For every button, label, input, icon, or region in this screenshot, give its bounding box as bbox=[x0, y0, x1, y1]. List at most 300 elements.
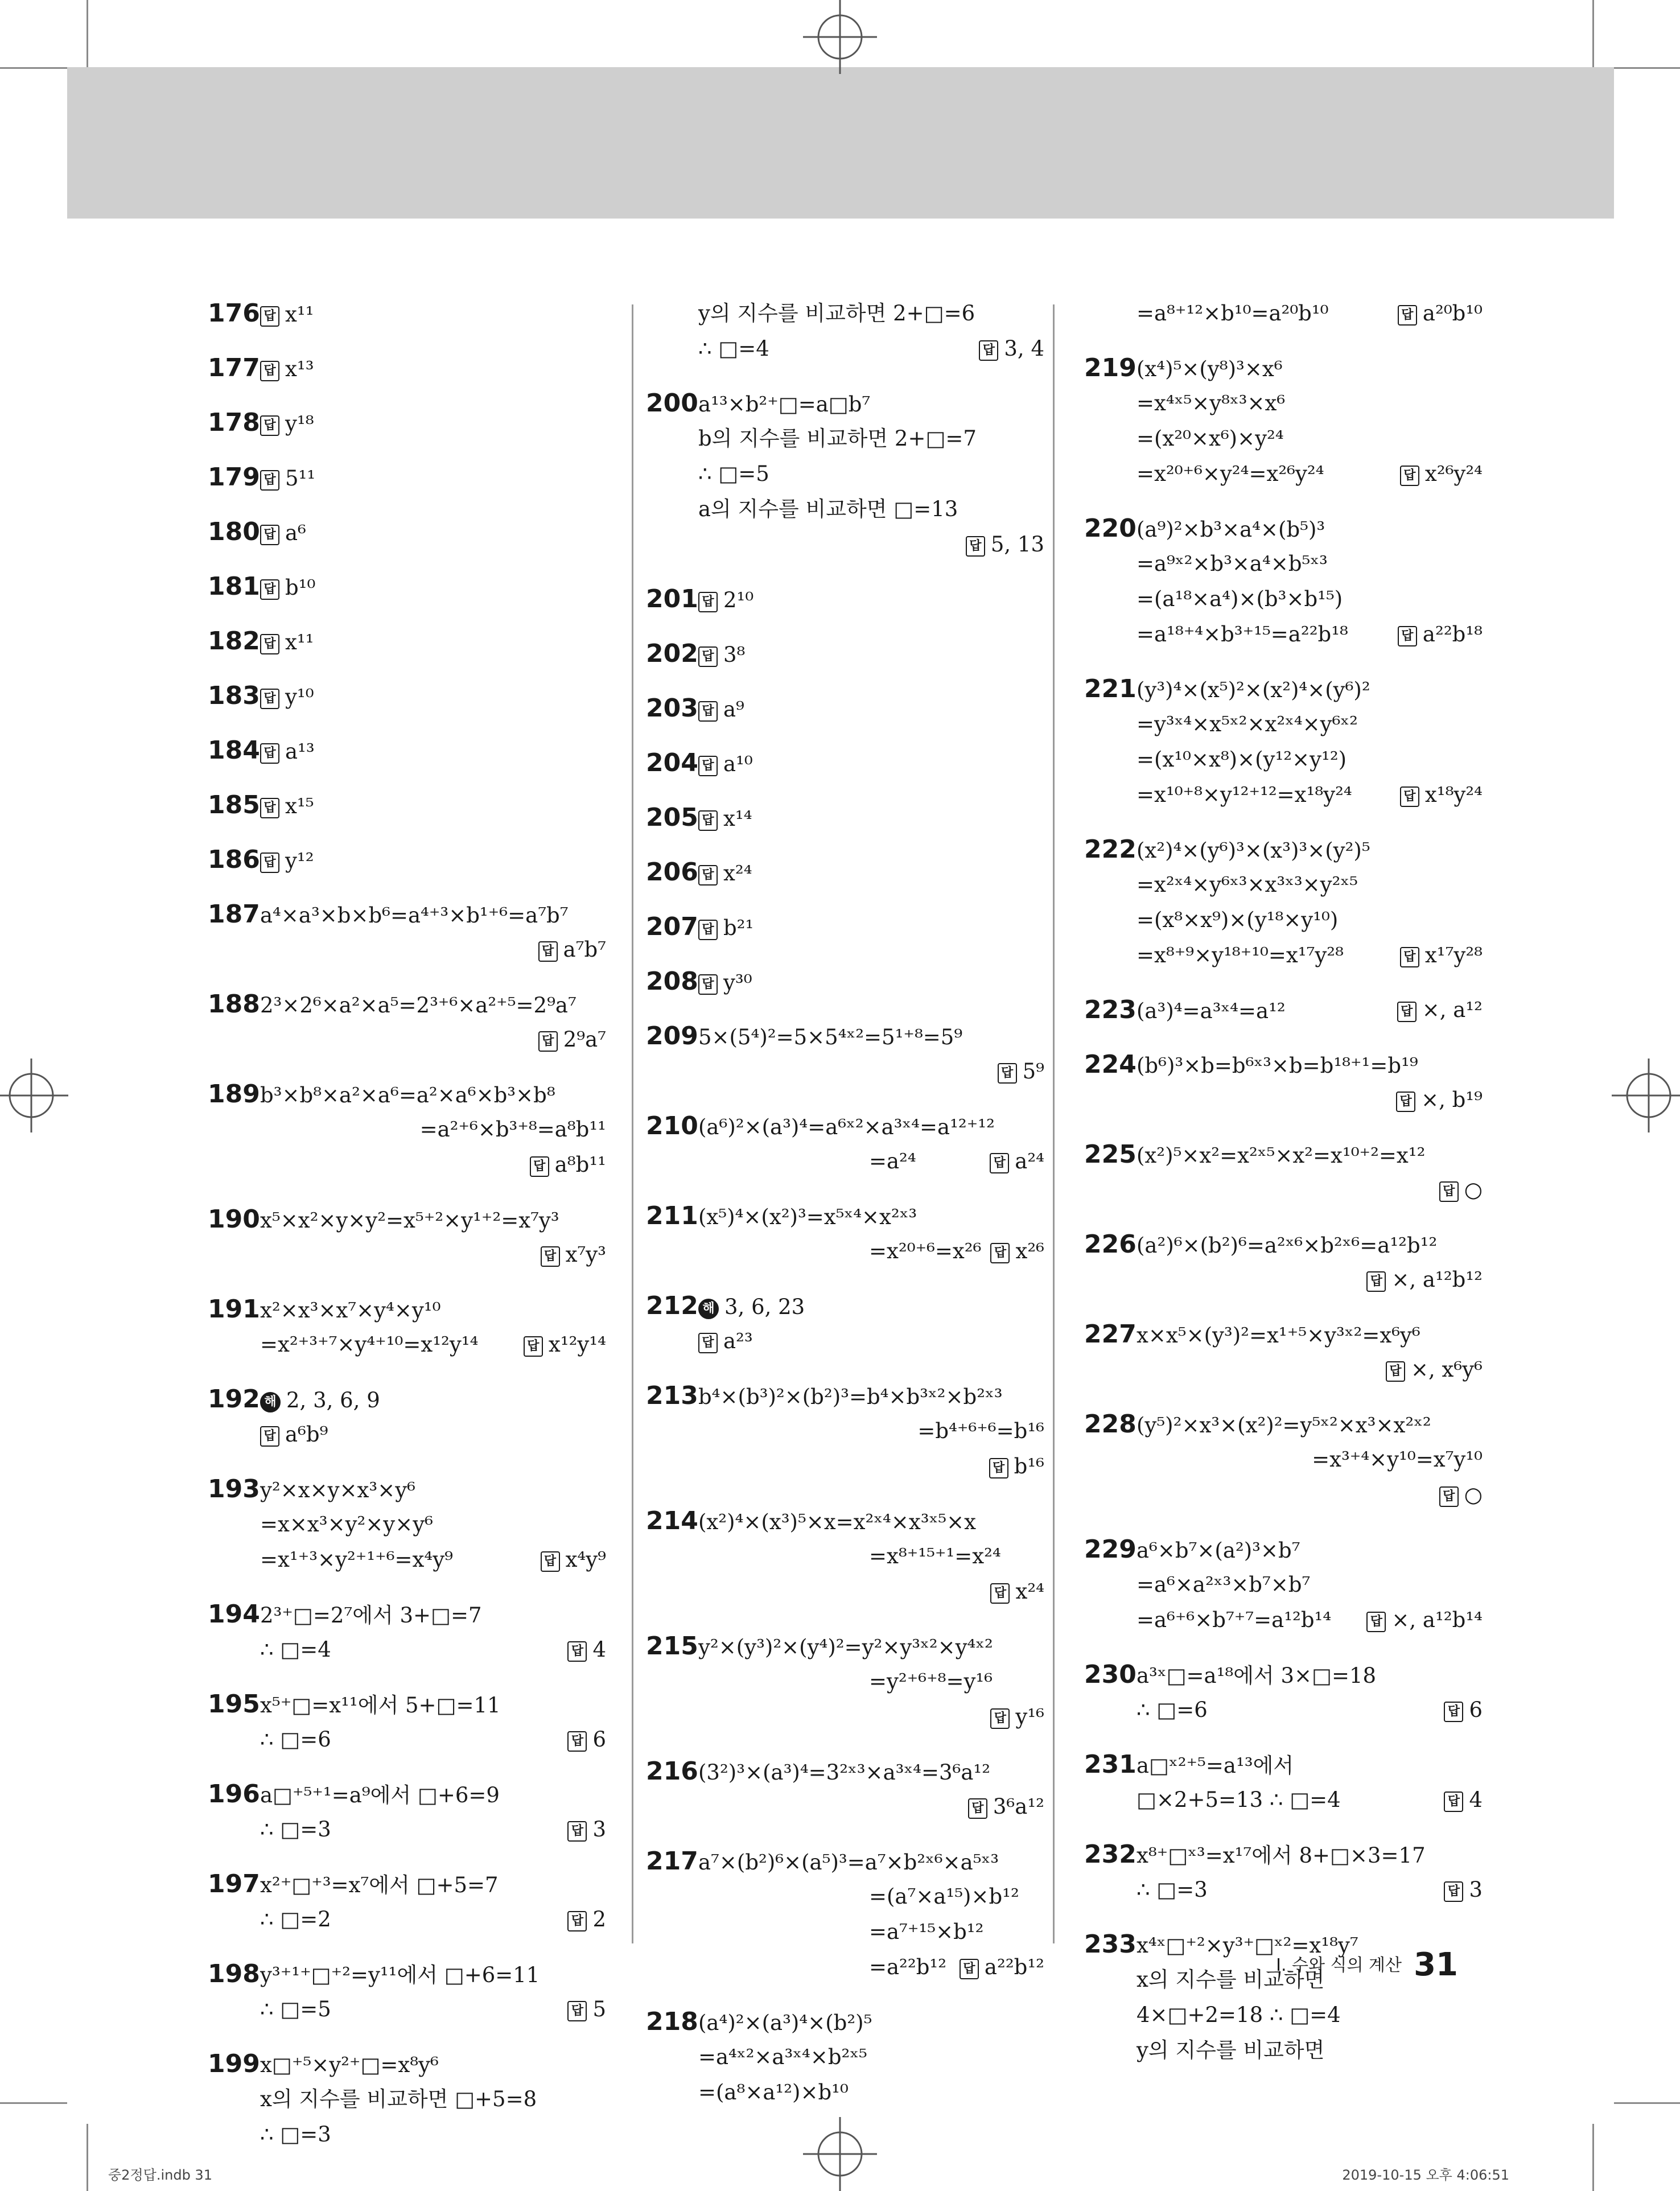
problem-number: 221 bbox=[1084, 674, 1137, 703]
problem-number: 196 bbox=[208, 1780, 260, 1809]
answer-mark-icon: 답 bbox=[538, 1031, 558, 1052]
solution-line bbox=[646, 527, 1044, 562]
answer-value: ×, a¹²b¹⁴ bbox=[1391, 1608, 1483, 1632]
answer bbox=[698, 1329, 753, 1353]
answer-mark-icon: 답 bbox=[1400, 786, 1419, 807]
answer-mark-icon: 답 bbox=[567, 1821, 587, 1842]
math-expression: =(a¹⁸×a⁴)×(b³×b¹⁵) bbox=[1137, 587, 1343, 611]
math-expression: 2³⁺□=2⁷에서 3+□=7 bbox=[260, 1603, 482, 1628]
solution-line bbox=[646, 1144, 1044, 1179]
answer-value: x²⁴ bbox=[1015, 1579, 1044, 1604]
problem-number: 188 bbox=[208, 990, 260, 1019]
math-expression: ∴ □=3 bbox=[1137, 1877, 1208, 1902]
math-expression: y의 지수를 비교하면 2+□=6 bbox=[698, 301, 975, 326]
problem-number: 233 bbox=[1084, 1930, 1137, 1959]
answer-value: a²³ bbox=[723, 1329, 753, 1353]
problem-number: 209 bbox=[646, 1022, 698, 1051]
problem-block bbox=[1084, 1747, 1483, 1818]
answer-mark-icon: 답 bbox=[1366, 1612, 1386, 1632]
solution-mark-icon: 해 bbox=[260, 1392, 281, 1412]
solution-line bbox=[208, 460, 606, 495]
answer bbox=[260, 849, 314, 873]
solution-line bbox=[646, 296, 1044, 331]
math-expression: =x¹⁰⁺⁸×y¹²⁺¹²=x¹⁸y²⁴ bbox=[1137, 782, 1352, 807]
answer bbox=[979, 331, 1044, 366]
solution-line bbox=[208, 1077, 606, 1112]
answer-mark-icon: 답 bbox=[698, 810, 718, 831]
answer-value: ○ bbox=[1464, 1177, 1483, 1202]
problem-number: 197 bbox=[208, 1869, 260, 1898]
answer-value: a²²b¹² bbox=[984, 1955, 1044, 1979]
answer bbox=[698, 752, 753, 776]
answer-value: ×, x⁶y⁶ bbox=[1411, 1357, 1483, 1382]
answer-mark-icon: 답 bbox=[1439, 1181, 1459, 1202]
answer-mark-icon: 답 bbox=[1397, 1002, 1417, 1022]
solution-line bbox=[1084, 938, 1483, 973]
math-expression: x⁸⁺□ˣ³=x¹⁷에서 8+□×3=17 bbox=[1137, 1843, 1426, 1868]
solution-line bbox=[208, 1292, 606, 1327]
answer bbox=[1398, 617, 1483, 652]
problem-block bbox=[208, 1202, 606, 1272]
answer-value: a²²b¹⁸ bbox=[1422, 622, 1483, 646]
solution-line bbox=[1084, 1172, 1483, 1208]
solution-line bbox=[1084, 832, 1483, 867]
problem-number: 225 bbox=[1084, 1140, 1137, 1169]
answer-mark-icon: 답 bbox=[260, 361, 279, 381]
math-expression: (a⁹)²×b³×a⁴×(b⁵)³ bbox=[1137, 517, 1325, 542]
answer-mark-icon: 답 bbox=[260, 743, 279, 764]
math-expression: (a⁶)²×(a³)⁴=a⁶ˣ²×a³ˣ⁴=a¹²⁺¹² bbox=[698, 1115, 995, 1139]
math-expression: (a³)⁴=a³ˣ⁴=a¹² bbox=[1137, 999, 1286, 1023]
problem-block bbox=[646, 296, 1044, 366]
problem-number: 193 bbox=[208, 1475, 260, 1504]
problem-block bbox=[1084, 672, 1483, 813]
answer bbox=[260, 794, 314, 818]
answer bbox=[260, 466, 315, 491]
trim-mark bbox=[1614, 67, 1680, 69]
solution-line bbox=[208, 1327, 606, 1362]
answer-mark-icon: 답 bbox=[567, 2001, 587, 2021]
answer bbox=[1397, 992, 1483, 1028]
solution-line bbox=[1084, 296, 1483, 331]
solution-line bbox=[1084, 1047, 1483, 1082]
problem-block bbox=[646, 1199, 1044, 1269]
solution-line bbox=[1084, 421, 1483, 456]
solution-line bbox=[646, 1199, 1044, 1234]
problem-block bbox=[646, 1754, 1044, 1825]
solution-line bbox=[1084, 2033, 1483, 2068]
registration-mark-icon bbox=[0, 1059, 68, 1132]
math-expression: a□ˣ²⁺⁵=a¹³에서 bbox=[1137, 1753, 1294, 1778]
answer-mark-icon: 답 bbox=[990, 1583, 1010, 1604]
solution-line bbox=[208, 1632, 606, 1667]
solution-line bbox=[208, 1417, 606, 1452]
answer-value: a²⁰b¹⁰ bbox=[1422, 301, 1483, 326]
solution-line bbox=[1084, 1603, 1483, 1638]
solution-line bbox=[1084, 1837, 1483, 1872]
answer-value: y³⁰ bbox=[723, 970, 752, 995]
solution-line bbox=[208, 351, 606, 386]
solution-line bbox=[1084, 1262, 1483, 1298]
solution-line bbox=[646, 1539, 1044, 1574]
answer-mark-icon: 답 bbox=[1386, 1361, 1405, 1382]
solution-line bbox=[208, 733, 606, 768]
answer bbox=[260, 357, 314, 381]
solution-line bbox=[646, 1574, 1044, 1609]
answer-mark-icon: 답 bbox=[698, 865, 718, 886]
problem-number: 211 bbox=[646, 1201, 698, 1230]
answer-mark-icon: 답 bbox=[530, 1156, 549, 1177]
answer bbox=[260, 685, 314, 709]
answer-value: x¹³ bbox=[285, 357, 314, 381]
problem-block bbox=[208, 1867, 606, 1937]
solution-line bbox=[208, 1957, 606, 1992]
solution-line bbox=[646, 2004, 1044, 2040]
answer-mark-icon: 답 bbox=[1444, 1791, 1463, 1812]
answer-value: x¹⁴ bbox=[723, 806, 752, 831]
math-expression: =a⁶×a²ˣ³×b⁷×b⁷ bbox=[1137, 1572, 1311, 1597]
math-expression: a⁶×b⁷×(a²)³×b⁷ bbox=[1137, 1538, 1300, 1563]
answer bbox=[966, 532, 1044, 557]
answer-value: b¹⁰ bbox=[285, 575, 316, 600]
answer bbox=[524, 1327, 606, 1362]
trim-mark bbox=[0, 67, 67, 69]
problem-number: 227 bbox=[1084, 1320, 1137, 1349]
math-expression: (x²)⁴×(x³)⁵×x=x²ˣ⁴×x³ˣ⁵×x bbox=[698, 1510, 976, 1534]
solution-line bbox=[1084, 1692, 1483, 1728]
solution-line bbox=[646, 1234, 1044, 1269]
math-expression: =(x⁸×x⁹)×(y¹⁸×y¹⁰) bbox=[1137, 908, 1339, 932]
problem-block bbox=[646, 2004, 1044, 2110]
solution-line bbox=[1084, 456, 1483, 492]
problem-block bbox=[1084, 1137, 1483, 1208]
answer-mark-icon: 답 bbox=[1444, 1881, 1463, 1902]
answer bbox=[1444, 1692, 1483, 1728]
answer bbox=[541, 1242, 606, 1267]
math-expression: (x²)⁴×(y⁶)³×(x³)³×(y²)⁵ bbox=[1137, 838, 1370, 863]
solution-line bbox=[1084, 1407, 1483, 1442]
answer-mark-icon: 답 bbox=[698, 592, 718, 612]
solution-line bbox=[208, 2117, 606, 2152]
answer bbox=[989, 1454, 1044, 1478]
solution-line bbox=[646, 964, 1044, 999]
trim-mark bbox=[1592, 2124, 1594, 2191]
answer bbox=[538, 1027, 606, 1052]
answer bbox=[698, 970, 752, 995]
solution-line bbox=[1084, 386, 1483, 421]
answer-mark-icon: 답 bbox=[260, 579, 279, 600]
problem-block bbox=[208, 514, 606, 550]
math-expression: 3, 6, 23 bbox=[724, 1295, 805, 1319]
problem-number: 231 bbox=[1084, 1750, 1137, 1779]
answer bbox=[1439, 1482, 1483, 1507]
answer-value: ○ bbox=[1464, 1482, 1483, 1507]
solution-line bbox=[1084, 1352, 1483, 1387]
answer bbox=[990, 1579, 1044, 1604]
solution-line bbox=[208, 2046, 606, 2082]
problem-number: 208 bbox=[646, 967, 698, 996]
math-expression: x⁵×x²×y×y²=x⁵⁺²×y¹⁺²=x⁷y³ bbox=[260, 1208, 559, 1233]
answer-value: a⁶ bbox=[285, 521, 306, 545]
answer bbox=[698, 588, 753, 612]
answer bbox=[1400, 777, 1483, 813]
problem-block bbox=[208, 897, 606, 967]
problem-number: 177 bbox=[208, 353, 260, 382]
solution-line bbox=[208, 1722, 606, 1757]
answer-mark-icon: 답 bbox=[260, 1426, 279, 1447]
math-expression: =a⁷⁺¹⁵×b¹² bbox=[869, 1920, 984, 1944]
problem-block bbox=[646, 636, 1044, 672]
math-expression: ∴ □=4 bbox=[698, 336, 769, 361]
trim-mark bbox=[1614, 2102, 1680, 2104]
solution-line bbox=[646, 1378, 1044, 1414]
answer bbox=[260, 302, 314, 327]
problem-block bbox=[1084, 1227, 1483, 1298]
problem-number: 210 bbox=[646, 1111, 698, 1140]
answer-value: y¹⁶ bbox=[1015, 1704, 1044, 1729]
math-expression: b의 지수를 비교하면 2+□=7 bbox=[698, 426, 977, 451]
answer bbox=[968, 1794, 1044, 1819]
solution-line bbox=[1084, 617, 1483, 652]
math-expression: y의 지수를 비교하면 bbox=[1137, 2038, 1325, 2062]
answer-value: y¹² bbox=[285, 849, 314, 873]
problem-block bbox=[208, 842, 606, 878]
solution-line bbox=[646, 1109, 1044, 1144]
math-expression: =a¹⁸⁺⁴×b³⁺¹⁵=a²²b¹⁸ bbox=[1137, 622, 1348, 646]
solution-line bbox=[1084, 1998, 1483, 2033]
problem-number: 182 bbox=[208, 627, 260, 656]
answer bbox=[1366, 1603, 1483, 1638]
answer-mark-icon: 답 bbox=[1400, 466, 1419, 486]
problem-block bbox=[208, 1382, 606, 1452]
solution-line bbox=[646, 909, 1044, 945]
problem-block bbox=[1084, 1047, 1483, 1118]
solution-line bbox=[208, 2082, 606, 2117]
math-expression: x의 지수를 비교하면 bbox=[1137, 1967, 1325, 1992]
problem-block bbox=[646, 1288, 1044, 1359]
math-expression: ∴ □=6 bbox=[260, 1727, 331, 1752]
solution-line bbox=[1084, 351, 1483, 386]
solution-line bbox=[646, 1664, 1044, 1699]
problem-number: 195 bbox=[208, 1690, 260, 1719]
column-divider bbox=[632, 304, 633, 1943]
answer bbox=[538, 937, 606, 962]
problem-block bbox=[1084, 1837, 1483, 1908]
problem-block bbox=[208, 1957, 606, 2027]
answer-value: x²⁶ bbox=[1015, 1239, 1044, 1263]
problem-block bbox=[646, 582, 1044, 617]
solution-line bbox=[208, 1202, 606, 1237]
solution-line bbox=[1084, 1747, 1483, 1782]
math-expression: x×x⁵×(y³)²=x¹⁺⁵×y³ˣ²=x⁶y⁶ bbox=[1137, 1323, 1420, 1348]
solution-line bbox=[646, 1324, 1044, 1359]
solution-line bbox=[646, 800, 1044, 835]
problem-block bbox=[646, 1844, 1044, 1985]
answer bbox=[1400, 938, 1483, 973]
answer bbox=[260, 739, 315, 764]
answer bbox=[1444, 1872, 1483, 1908]
answer bbox=[698, 806, 752, 831]
problem-block bbox=[208, 1472, 606, 1578]
solution-line bbox=[208, 1777, 606, 1812]
answer-value: x⁴y⁹ bbox=[565, 1547, 606, 1572]
solution-line bbox=[1084, 1227, 1483, 1262]
answer-value: 5¹¹ bbox=[285, 466, 316, 491]
answer-mark-icon: 답 bbox=[260, 525, 279, 545]
solution-line bbox=[1084, 1082, 1483, 1118]
problem-number: 204 bbox=[646, 748, 698, 777]
solution-line bbox=[208, 1237, 606, 1272]
problem-block bbox=[646, 1629, 1044, 1735]
problem-number: 215 bbox=[646, 1632, 698, 1661]
problem-block bbox=[208, 296, 606, 331]
math-expression: =x²ˣ⁴×y⁶ˣ³×x³ˣ³×y²ˣ⁵ bbox=[1137, 872, 1358, 897]
column-divider bbox=[1053, 304, 1055, 1943]
problem-block bbox=[1084, 511, 1483, 652]
answer bbox=[260, 1422, 328, 1447]
math-expression: =y³ˣ⁴×x⁵ˣ²×x²ˣ⁴×y⁶ˣ² bbox=[1137, 712, 1358, 736]
answer bbox=[698, 697, 744, 722]
answer-value: a²⁴ bbox=[1015, 1149, 1044, 1173]
answer-mark-icon: 답 bbox=[698, 646, 718, 667]
problem-number: 201 bbox=[646, 584, 698, 613]
problem-number: 199 bbox=[208, 2049, 260, 2078]
math-expression: (3²)³×(a³)⁴=3²ˣ³×a³ˣ⁴=3⁶a¹² bbox=[698, 1760, 991, 1785]
trim-mark bbox=[87, 2124, 88, 2191]
solution-line bbox=[646, 636, 1044, 672]
problem-block bbox=[208, 1292, 606, 1362]
problem-block bbox=[208, 2046, 606, 2152]
problem-block bbox=[646, 1109, 1044, 1179]
problem-number: 228 bbox=[1084, 1410, 1137, 1439]
solution-line bbox=[1084, 511, 1483, 546]
math-expression: =a⁹ˣ²×b³×a⁴×b⁵ˣ³ bbox=[1137, 551, 1328, 576]
problem-block bbox=[208, 1777, 606, 1847]
solution-line bbox=[646, 1504, 1044, 1539]
math-expression: (x⁵)⁴×(x²)³=x⁵ˣ⁴×x²ˣ³ bbox=[698, 1205, 917, 1229]
problem-block bbox=[646, 800, 1044, 835]
solution-line bbox=[646, 1789, 1044, 1825]
answer-mark-icon: 답 bbox=[260, 306, 279, 327]
answer-mark-icon: 답 bbox=[567, 1911, 587, 1931]
answer-mark-icon: 답 bbox=[1444, 1702, 1463, 1722]
answer-mark-icon: 답 bbox=[1398, 626, 1417, 646]
problem-number: 232 bbox=[1084, 1840, 1137, 1869]
solution-line bbox=[1084, 777, 1483, 813]
answer-mark-icon: 답 bbox=[1400, 947, 1419, 967]
solution-line bbox=[208, 296, 606, 331]
math-expression: b⁴×(b³)²×(b²)³=b⁴×b³ˣ²×b²ˣ³ bbox=[698, 1385, 1003, 1409]
math-expression: =a⁸⁺¹²×b¹⁰=a²⁰b¹⁰ bbox=[1137, 301, 1329, 326]
problem-number: 189 bbox=[208, 1080, 260, 1109]
answer-mark-icon: 답 bbox=[260, 634, 279, 654]
solution-line bbox=[208, 1022, 606, 1057]
answer-mark-icon: 답 bbox=[998, 1063, 1017, 1084]
math-expression: =a²⁴ bbox=[869, 1149, 916, 1173]
solution-line bbox=[646, 1844, 1044, 1879]
answer-value: ×, b¹⁹ bbox=[1421, 1088, 1483, 1112]
imprint-date: 2019-10-15 오후 4:06:51 bbox=[1342, 2167, 1509, 2183]
answer bbox=[698, 861, 752, 886]
math-expression: y²×(y³)²×(y⁴)²=y²×y³ˣ²×y⁴ˣ² bbox=[698, 1635, 993, 1659]
solution-line bbox=[208, 624, 606, 659]
solution-line bbox=[646, 1629, 1044, 1664]
solution-line bbox=[646, 746, 1044, 781]
answer-value: 3 bbox=[1469, 1877, 1483, 1902]
problem-number: 180 bbox=[208, 517, 260, 546]
answer-mark-icon: 답 bbox=[979, 340, 998, 361]
math-expression: =b⁴⁺⁶⁺⁶=b¹⁶ bbox=[917, 1419, 1044, 1443]
problem-block bbox=[208, 1687, 606, 1757]
solution-line bbox=[208, 1112, 606, 1147]
solution-line bbox=[1084, 546, 1483, 582]
answer-mark-icon: 답 bbox=[567, 1731, 587, 1752]
answer-value: 2¹⁰ bbox=[723, 588, 754, 612]
problem-block bbox=[646, 386, 1044, 562]
problem-number: 198 bbox=[208, 1959, 260, 1988]
math-expression: =x²⁰⁺⁶×y²⁴=x²⁶y²⁴ bbox=[1137, 462, 1324, 486]
solution-line bbox=[208, 1687, 606, 1722]
problem-number: 179 bbox=[208, 463, 260, 492]
answer-value: 4 bbox=[1469, 1788, 1483, 1812]
solution-line bbox=[208, 405, 606, 440]
answer-mark-icon: 답 bbox=[698, 701, 718, 722]
solution-line bbox=[208, 1867, 606, 1902]
answer-mark-icon: 답 bbox=[260, 852, 279, 873]
problem-block bbox=[1084, 1407, 1483, 1513]
answer-value: 3⁸ bbox=[723, 643, 746, 667]
answer bbox=[260, 521, 306, 545]
math-expression: =(x¹⁰×x⁸)×(y¹²×y¹²) bbox=[1137, 747, 1347, 772]
answer-value: y¹⁰ bbox=[285, 685, 314, 709]
math-expression: 5×(5⁴)²=5×5⁴ˣ²=5¹⁺⁸=5⁹ bbox=[698, 1025, 963, 1049]
math-expression: a⁴×a³×b×b⁶=a⁴⁺³×b¹⁺⁶=a⁷b⁷ bbox=[260, 903, 569, 928]
answer-mark-icon: 답 bbox=[260, 689, 279, 709]
answer-column-right bbox=[1084, 296, 1483, 2087]
solution-line bbox=[646, 1754, 1044, 1789]
solution-line bbox=[208, 1812, 606, 1847]
solution-line bbox=[646, 855, 1044, 890]
solution-line bbox=[1084, 1477, 1483, 1513]
problem-number: 187 bbox=[208, 900, 260, 929]
math-expression: =x³⁺⁴×y¹⁰=x⁷y¹⁰ bbox=[1312, 1447, 1483, 1472]
math-expression: a⁷×(b²)⁶×(a⁵)³=a⁷×b²ˣ⁶×a⁵ˣ³ bbox=[698, 1850, 999, 1875]
problem-number: 191 bbox=[208, 1295, 260, 1324]
trim-mark bbox=[1592, 0, 1594, 67]
problem-block bbox=[208, 1077, 606, 1183]
answer-value: 5, 13 bbox=[990, 532, 1044, 557]
problem-block bbox=[1084, 296, 1483, 331]
solution-line bbox=[1084, 1137, 1483, 1172]
solution-line bbox=[208, 842, 606, 878]
problem-block bbox=[1084, 351, 1483, 492]
solution-line bbox=[646, 2040, 1044, 2075]
problem-block bbox=[208, 460, 606, 495]
problem-block bbox=[1084, 992, 1483, 1028]
page-footer bbox=[1276, 1946, 1458, 1983]
math-expression: y³⁺¹⁺□⁺²=y¹¹에서 □+6=11 bbox=[260, 1963, 540, 1987]
math-expression: =x⁸⁺⁹×y¹⁸⁺¹⁰=x¹⁷y²⁸ bbox=[1137, 943, 1344, 967]
solution-line bbox=[208, 788, 606, 823]
problem-block bbox=[208, 987, 606, 1057]
answer-value: 5⁹ bbox=[1022, 1059, 1044, 1084]
chapter-title: Ⅰ. 수와 식의 계산 bbox=[1276, 1955, 1402, 1975]
solution-line bbox=[646, 386, 1044, 421]
solution-line bbox=[208, 1597, 606, 1632]
solution-line bbox=[1084, 742, 1483, 777]
solution-line bbox=[646, 1054, 1044, 1089]
registration-mark-icon bbox=[803, 0, 877, 74]
